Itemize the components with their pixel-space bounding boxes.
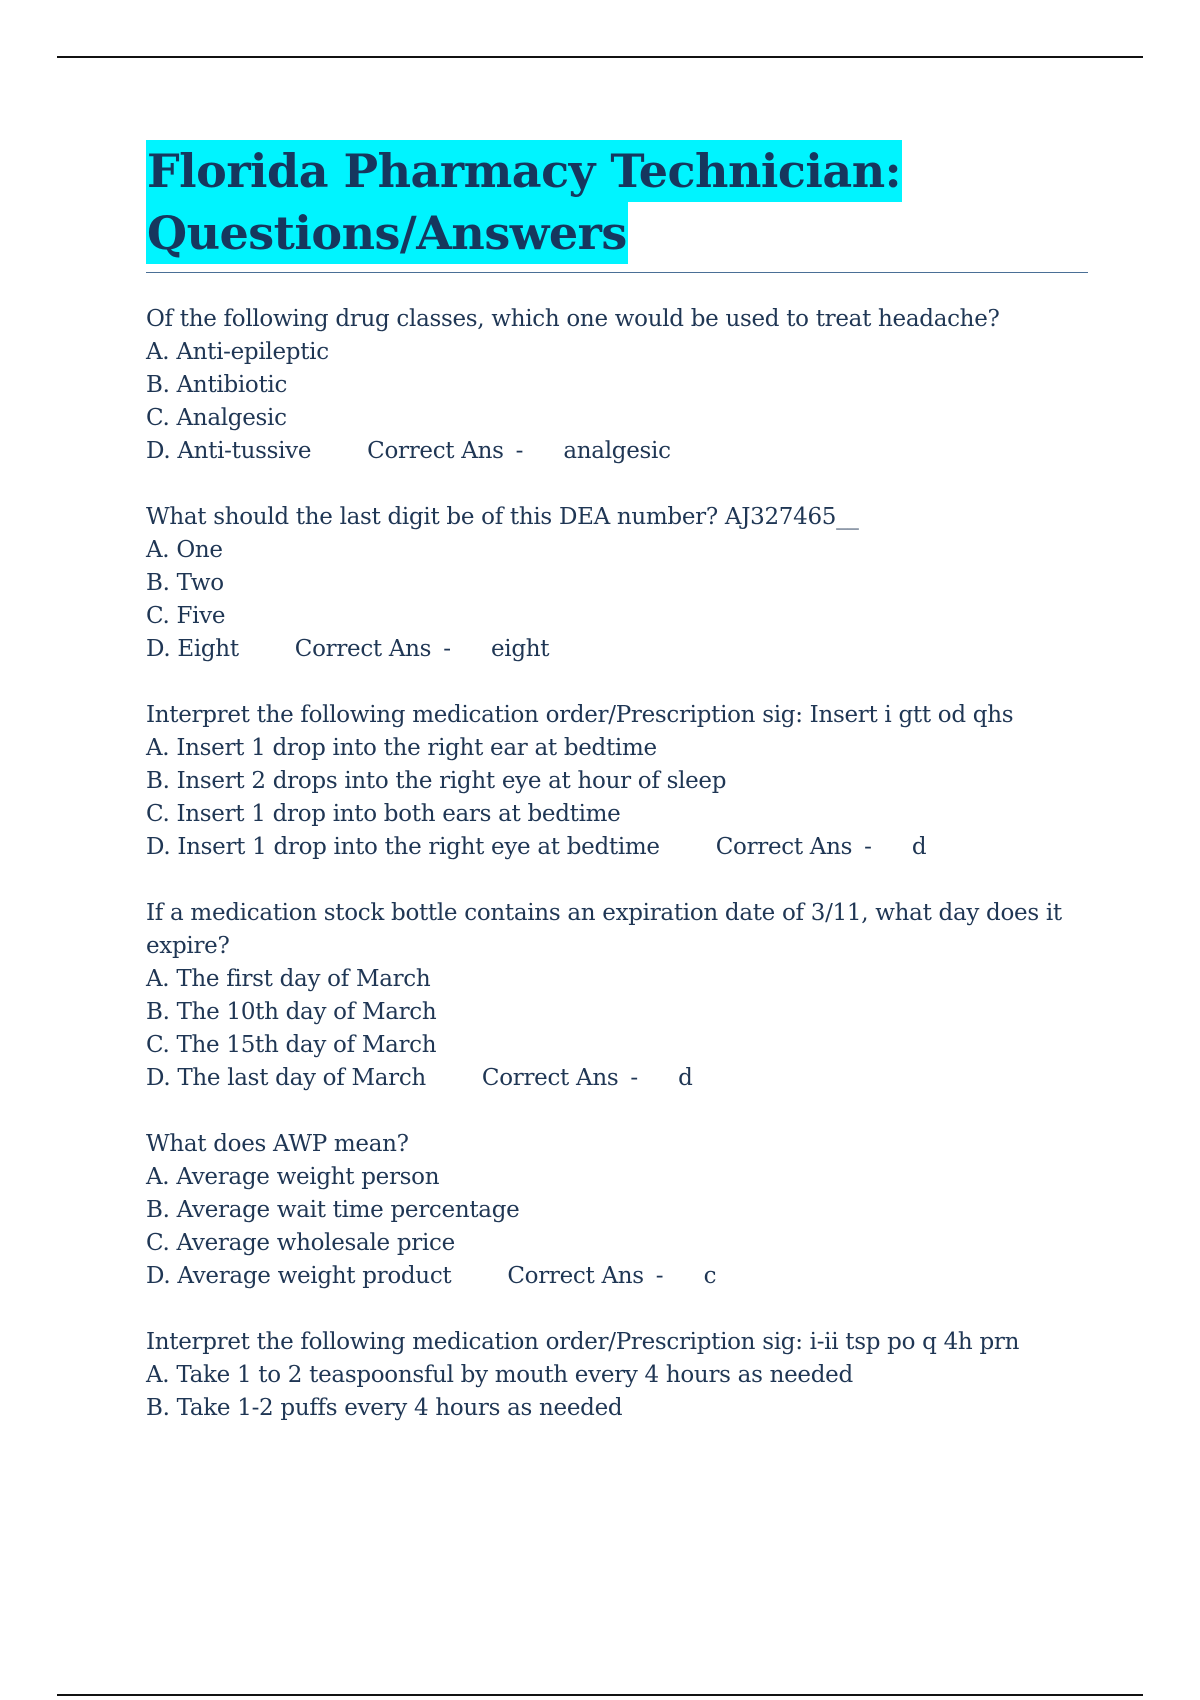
option-c: C. Insert 1 drop into both ears at bedtime [146, 801, 621, 827]
correct-answer-label: Correct Ans [507, 1263, 644, 1289]
option-b: B. Average wait time percentage [146, 1197, 520, 1223]
correct-answer-label: Correct Ans [715, 834, 853, 860]
option-d-with-answer [146, 633, 1088, 666]
option-d: D. The last day of March [146, 1065, 426, 1091]
correct-answer-value: eight [490, 636, 550, 662]
correct-answer-dash: - [443, 636, 451, 662]
option-d-with-answer [146, 1260, 1088, 1293]
option-b: B. Antibiotic [146, 372, 288, 398]
top-page-rule [57, 56, 1143, 58]
document-body [146, 140, 1088, 1458]
correct-answer-label: Correct Ans [481, 1065, 619, 1091]
correct-answer-label: Correct Ans [294, 636, 432, 662]
option-a: A. The first day of March [146, 966, 431, 992]
option-a: A. Insert 1 drop into the right ear at bedtime [146, 735, 657, 761]
option-a: A. Average weight person [146, 1164, 440, 1190]
question-6 [146, 1326, 1088, 1425]
correct-answer-value: c [703, 1263, 717, 1289]
correct-answer-dash: - [515, 438, 524, 464]
question-text: What does AWP mean? [146, 1131, 409, 1157]
question-1 [146, 303, 1088, 468]
correct-answer-value: d [911, 834, 927, 860]
document-title-line-1: Florida Pharmacy Technician: [146, 140, 902, 202]
option-d: D. Eight [146, 636, 239, 662]
option-d: D. Average weight product [146, 1263, 452, 1289]
question-text: Interpret the following medication order/Prescription sig: i-ii tsp po q 4h prn [146, 1329, 1020, 1355]
option-c: C. Average wholesale price [146, 1230, 455, 1256]
option-a: A. Anti-epileptic [146, 339, 329, 365]
correct-answer-value: analgesic [563, 438, 671, 464]
question-2 [146, 501, 1088, 666]
option-d-with-answer [146, 1062, 1088, 1095]
option-c: C. The 15th day of March [146, 1032, 437, 1058]
question-5 [146, 1128, 1088, 1293]
option-c: C. Analgesic [146, 405, 287, 431]
document-title-line-2: Questions/Answers [146, 202, 628, 264]
option-b: B. Take 1-2 puffs every 4 hours as needed [146, 1395, 623, 1421]
question-text: If a medication stock bottle contains an expiration date of 3/11, what day does it expire? [146, 900, 1062, 959]
option-b: B. Insert 2 drops into the right eye at hour of sleep [146, 768, 727, 794]
option-b: B. Two [146, 570, 224, 596]
question-4 [146, 897, 1088, 1095]
correct-answer-dash: - [630, 1065, 639, 1091]
correct-answer-dash: - [864, 834, 872, 860]
option-b: B. The 10th day of March [146, 999, 437, 1025]
correct-answer-label: Correct Ans [367, 438, 504, 464]
option-d: D. Insert 1 drop into the right eye at bedtime [146, 834, 660, 860]
correct-answer-dash: - [655, 1263, 664, 1289]
question-text: Interpret the following medication order/Prescription sig: Insert i gtt od qhs [146, 702, 1014, 728]
option-d: D. Anti-tussive [146, 438, 312, 464]
option-a: A. Take 1 to 2 teaspoonsful by mouth every 4 hours as needed [146, 1362, 853, 1388]
correct-answer-value: d [678, 1065, 693, 1091]
option-d-with-answer [146, 831, 1088, 864]
question-text: What should the last digit be of this DEA number? AJ327465__ [146, 504, 859, 530]
option-a: A. One [146, 537, 223, 563]
bottom-page-rule [57, 1694, 1143, 1696]
question-text: Of the following drug classes, which one would be used to treat headache? [146, 306, 1000, 332]
option-d-with-answer [146, 435, 1088, 468]
question-3 [146, 699, 1088, 864]
title-block [146, 140, 1088, 273]
option-c: C. Five [146, 603, 226, 629]
